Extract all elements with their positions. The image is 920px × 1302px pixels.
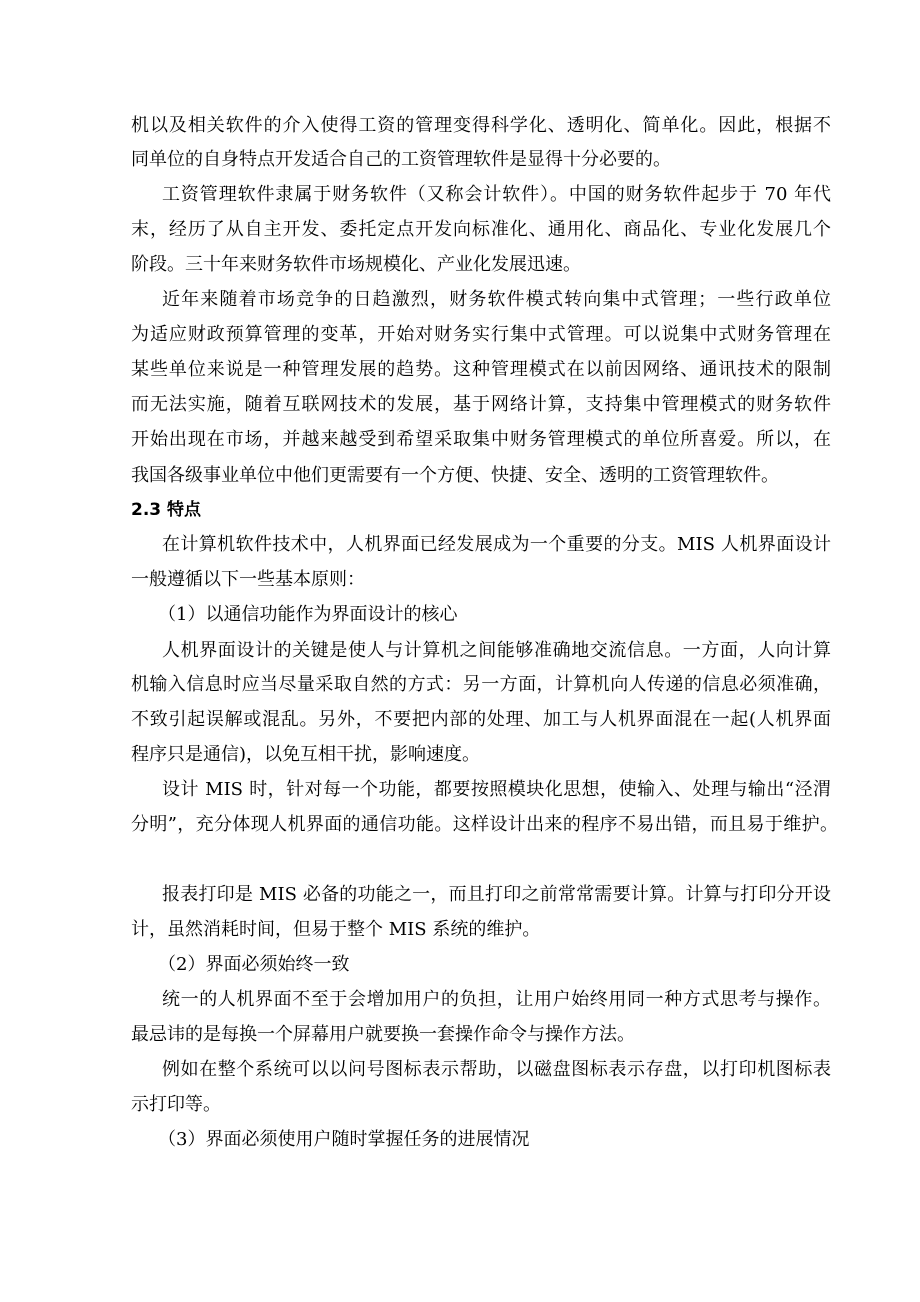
list-item-heading: （1）以通信功能作为界面设计的核心: [158, 604, 458, 625]
paragraph-line: 报表打印是 MIS 必备的功能之一，而且打印之前常常需要计算。计算与打印分开设: [162, 884, 831, 905]
paragraph-line: 某些单位来说是一种管理发展的趋势。这种管理模式在以前因网络、通讯技术的限制: [131, 359, 831, 380]
paragraph-line: 人机界面设计的关键是使人与计算机之间能够准确地交流信息。一方面，人向计算: [162, 640, 831, 661]
paragraph-line: 一般遵循以下一些基本原则：: [131, 569, 365, 590]
section-heading: 2.3 特点: [131, 500, 202, 520]
paragraph-line: 近年来随着市场竞争的日趋激烈，财务软件模式转向集中式管理；一些行政单位: [162, 289, 831, 310]
paragraph-line: 示打印等。: [131, 1094, 221, 1115]
paragraph-line: 设计 MIS 时，针对每一个功能，都要按照模块化思想，使输入、处理与输出“泾渭: [162, 779, 831, 800]
paragraph-line: 统一的人机界面不至于会增加用户的负担，让用户始终用同一种方式思考与操作。: [162, 989, 831, 1010]
paragraph-line: 不致引起误解或混乱。另外，不要把内部的处理、加工与人机界面混在一起(人机界面: [131, 709, 831, 730]
paragraph-line: 最忌讳的是每换一个屏幕用户就要换一套操作命令与操作方法。: [131, 1024, 635, 1045]
list-item-heading: （2）界面必须始终一致: [158, 954, 350, 975]
paragraph-line: 机输入信息时应当尽量采取自然的方式：另一方面，计算机向人传递的信息必须准确，: [131, 674, 831, 695]
paragraph-line: 同单位的自身特点开发适合自己的工资管理软件是显得十分必要的。: [131, 149, 671, 170]
paragraph-line: 计，虽然消耗时间，但易于整个 MIS 系统的维护。: [131, 919, 541, 940]
paragraph-line: 为适应财政预算管理的变革，开始对财务实行集中式管理。可以说集中式财务管理在: [131, 324, 831, 345]
paragraph-line: 分明”，充分体现人机界面的通信功能。这样设计出来的程序不易出错，而且易于维护。: [131, 814, 838, 835]
paragraph-line: 开始出现在市场，并越来越受到希望采取集中财务管理模式的单位所喜爱。所以，在: [131, 429, 831, 450]
paragraph-line: 阶段。三十年来财务软件市场规模化、产业化发展迅速。: [131, 254, 581, 275]
paragraph-line: 末，经历了从自主开发、委托定点开发向标准化、通用化、商品化、专业化发展几个: [131, 219, 831, 240]
paragraph-line: 例如在整个系统可以以问号图标表示帮助，以磁盘图标表示存盘，以打印机图标表: [162, 1059, 831, 1080]
paragraph-line: 我国各级事业单位中他们更需要有一个方便、快捷、安全、透明的工资管理软件。: [131, 465, 779, 486]
paragraph-line: 机以及相关软件的介入使得工资的管理变得科学化、透明化、简单化。因此，根据不: [131, 115, 831, 136]
list-item-heading: （3）界面必须使用户随时掌握任务的进展情况: [158, 1129, 530, 1150]
paragraph-line: 而无法实施，随着互联网技术的发展，基于网络计算，支持集中管理模式的财务软件: [131, 394, 831, 415]
paragraph-line: 程序只是通信)，以免互相干扰，影响速度。: [131, 744, 481, 765]
paragraph-line: 在计算机软件技术中，人机界面已经发展成为一个重要的分支。MIS 人机界面设计: [162, 534, 831, 555]
paragraph-line: 工资管理软件隶属于财务软件（又称会计软件）。中国的财务软件起步于 70 年代: [162, 184, 831, 205]
